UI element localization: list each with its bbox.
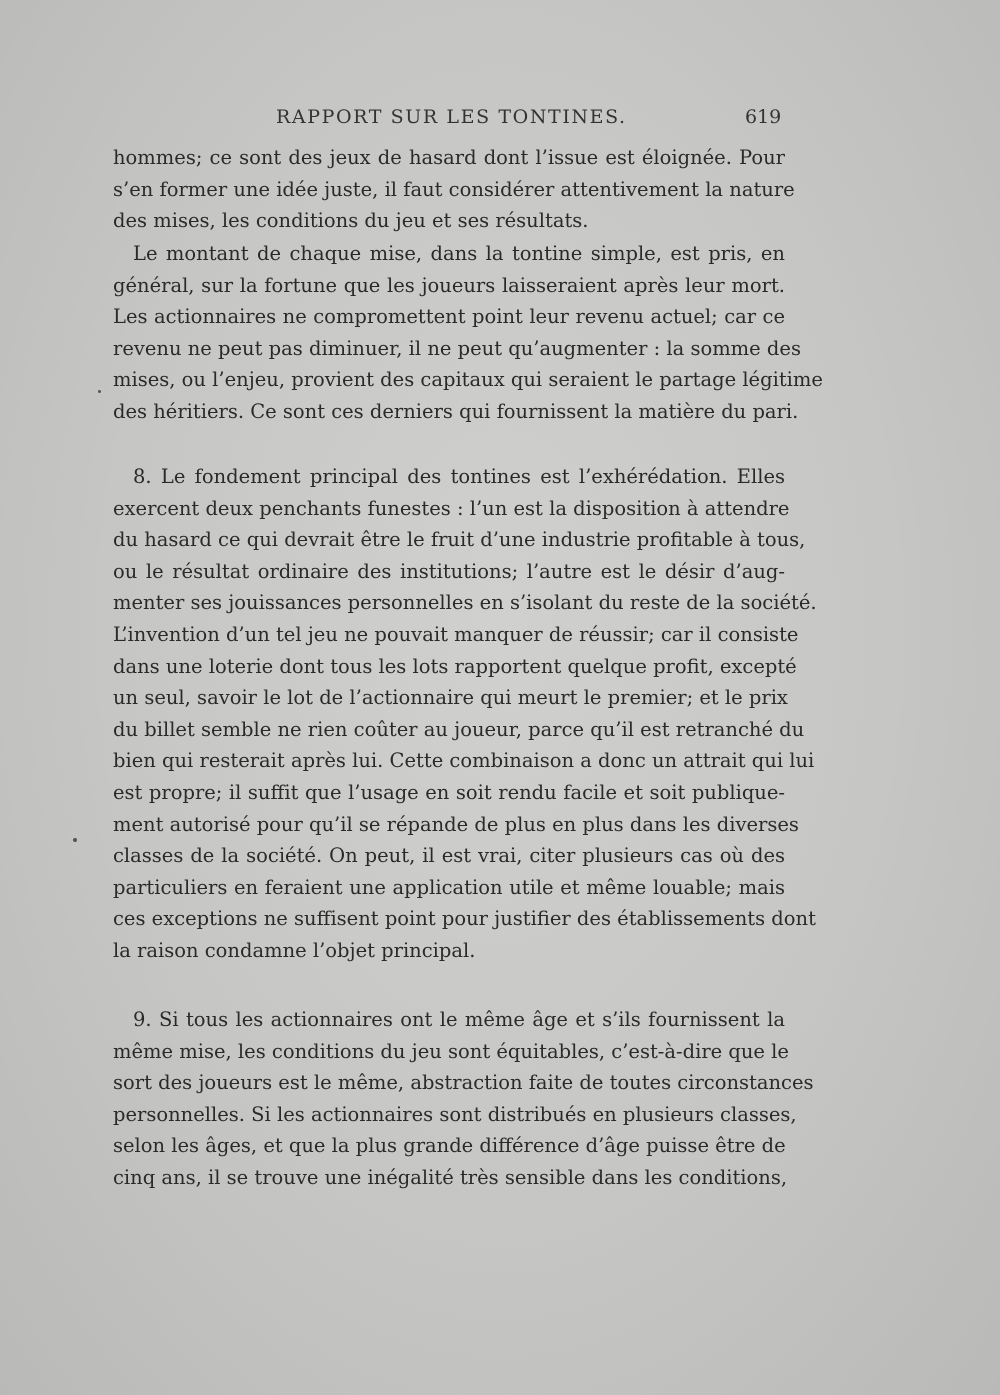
text-line: Le montant de chaque mise, dans la tontine simple, est pris, en — [133, 242, 785, 265]
text-line: personnelles. Si les actionnaires sont distribués en plusieurs classes, — [113, 1102, 797, 1126]
text-line: sort des joueurs est le même, abstraction faite de toutes circonstances — [113, 1071, 814, 1095]
text-line: Les actionnaires ne compromettent point leur revenu actuel; car ce — [113, 305, 785, 329]
text-line: exercent deux penchants funestes : l’un est la disposition à attendre — [113, 496, 790, 520]
text-line: ment autorisé pour qu’il se répande de plus en plus dans les diverses — [113, 812, 799, 836]
text-line: particuliers en feraient une application utile et même louable; mais — [113, 875, 785, 899]
text-line: revenu ne peut pas diminuer, il ne peut qu’augmenter : la somme des — [113, 336, 801, 360]
text-line: 9. Si tous les actionnaires ont le même âge et s’ils fournissent la — [133, 1008, 785, 1031]
text-line: menter ses jouissances personnelles en s’isolant du reste de la société. — [113, 591, 817, 615]
text-line: est propre; il suffit que l’usage en soit rendu facile et soit publique- — [113, 780, 785, 804]
page-number: 619 — [745, 106, 782, 128]
text-line: classes de la société. On peut, il est vrai, citer plusieurs cas où des — [113, 844, 785, 868]
text-line: la raison condamne l’objet principal. — [113, 938, 476, 962]
paragraph-montant — [113, 238, 823, 428]
text-line: s’en former une idée juste, il faut considérer attentivement la nature — [113, 177, 795, 201]
text-line: hommes; ce sont des jeux de hasard dont l’issue est éloignée. Pour — [113, 146, 785, 169]
ink-speck — [98, 390, 101, 393]
paragraph-section-8 — [113, 461, 817, 967]
text-line: général, sur la fortune que les joueurs laisseraient après leur mort. — [113, 273, 785, 297]
text-line: 8. Le fondement principal des tontines est l’exhérédation. Elles — [133, 465, 785, 488]
page-header — [0, 106, 1000, 136]
text-line: du hasard ce qui devrait être le fruit d’une industrie profitable à tous, — [113, 528, 806, 552]
text-line: bien qui resterait après lui. Cette combinaison a donc un attrait qui lui — [113, 749, 815, 773]
text-line: des mises, les conditions du jeu et ses résultats. — [113, 209, 589, 233]
text-line: du billet semble ne rien coûter au joueur, parce qu’il est retranché du — [113, 717, 805, 741]
text-line: ou le résultat ordinaire des institutions; l’autre est le désir d’aug- — [113, 559, 785, 583]
text-line: dans une loterie dont tous les lots rapportent quelque profit, excepté — [113, 654, 797, 678]
text-line: ces exceptions ne suffisent point pour justifier des établissements dont — [113, 907, 816, 931]
paragraph-section-9 — [113, 1004, 814, 1194]
text-line: même mise, les conditions du jeu sont équitables, c’est-à-dire que le — [113, 1039, 789, 1063]
text-line: mises, ou l’enjeu, provient des capitaux qui seraient le partage légitime — [113, 368, 823, 392]
text-line: cinq ans, il se trouve une inégalité très sensible dans les conditions, — [113, 1165, 788, 1189]
text-line: selon les âges, et que la plus grande différence d’âge puisse être de — [113, 1134, 786, 1158]
ink-speck — [73, 838, 77, 842]
paragraph-continuation — [113, 142, 795, 237]
running-title: RAPPORT SUR LES TONTINES. — [276, 106, 627, 128]
text-line: un seul, savoir le lot de l’actionnaire qui meurt le premier; et le prix — [113, 686, 788, 710]
text-line: des héritiers. Ce sont ces derniers qui fournissent la matière du pari. — [113, 399, 799, 423]
text-line: L’invention d’un tel jeu ne pouvait manquer de réussir; car il consiste — [113, 622, 799, 646]
